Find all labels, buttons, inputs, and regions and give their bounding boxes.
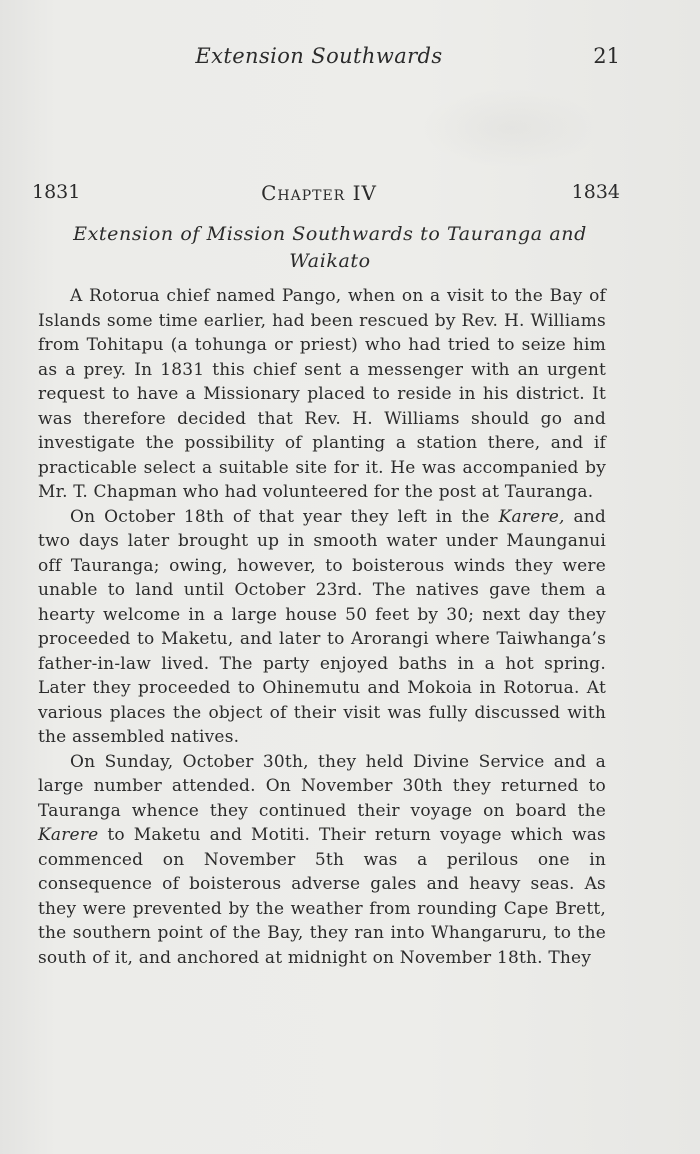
page-number: 21 <box>593 44 620 68</box>
running-head <box>32 44 620 76</box>
ink-bleed-through <box>420 88 600 168</box>
chapter-title: Chapter IV <box>261 181 377 205</box>
section-heading: Extension of Mission Southwards to Tauranga and Waikato <box>73 223 587 272</box>
paragraph-text: A Rotorua chief named Pango, when on a visit to the Bay of Islands some time earlier, had been rescued by Rev. H. Williams from Tohitapu (a tohunga or priest) who had tried to seize him as a prey. In 1831 this chief sent a messenger with an urgent request to have a Missionary placed to reside in his district. It was therefore decided that Rev. H. Williams should go and investigate the possibility of planting a station there, and if practicable select a suitable site for it. He was accompanied by Mr. T. Chapman who had volunteered for the post at Tauranga. <box>38 286 606 502</box>
body-text <box>38 284 606 970</box>
paragraph-text: to Maketu and Motiti. Their return voyage which was commenced on November 5th was a perilous one in consequence of boisterous adverse gales and heavy seas. As they were prevented by the weather from rounding Cape Brett, the southern point of the Bay, they ran into Whangaruru, to the south of it, and anchored at midnight on November 18th. They <box>38 825 606 968</box>
paragraph <box>38 750 606 971</box>
ship-name: Karere <box>38 825 99 845</box>
paragraph-text: On October 18th of that year they left in the <box>70 506 499 527</box>
running-title: Extension Southwards <box>195 44 443 68</box>
chapter-year-start: 1831 <box>32 181 81 203</box>
ship-name: Karere, <box>498 506 565 527</box>
paragraph <box>38 284 606 505</box>
chapter-year-end: 1834 <box>571 181 620 203</box>
chapter-line <box>32 181 620 211</box>
paragraph <box>38 505 606 750</box>
paragraph-text: and two days later brought up in smooth water under Maunganui off Tauranga; owing, however, to boisterous winds they were unable to land until October 23rd. The natives gave them a hearty welcome in a large house 50 feet by 30; next day they proceeded to Maketu, and later to Arorangi where Taiwhanga’s father-in-law lived. The party enjoyed baths in a hot spring. Later they proceeded to Ohinemutu and Mokoia in Rotorua. At various places the object of their visit was fully discussed with the assembled natives. <box>38 506 607 747</box>
paragraph-text: On Sunday, October 30th, they held Divine Service and a large number attended. On November 30th they returned to Tauranga whence they continued their voyage on board the <box>38 751 606 821</box>
